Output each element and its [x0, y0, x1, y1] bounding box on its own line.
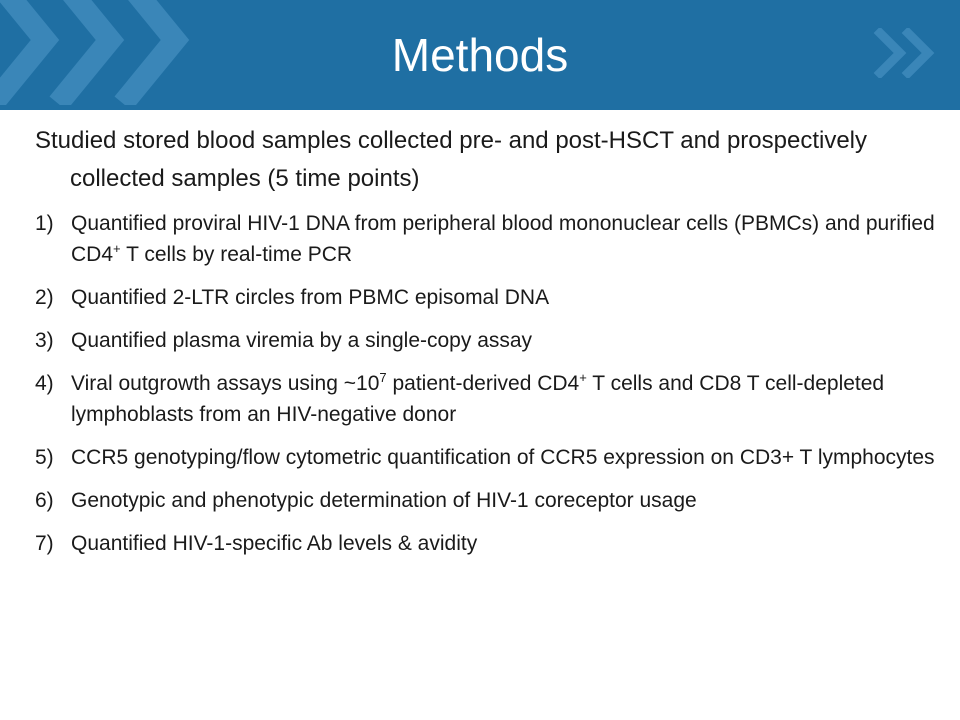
slide-body	[35, 122, 950, 571]
list-item	[35, 442, 950, 473]
title-banner	[0, 0, 960, 110]
item-number: 1)	[35, 212, 54, 235]
item-text-part: patient-derived CD4	[386, 372, 580, 395]
list-item	[35, 325, 950, 356]
item-number: 2)	[35, 286, 54, 309]
intro-paragraph: Studied stored blood samples collected pre- and post-HSCT and prospectively collected samples (5 time points)	[35, 127, 868, 192]
item-number: 4)	[35, 372, 54, 395]
item-text	[71, 368, 950, 430]
item-text-part: T cells and CD8 T cell-depleted lymphoblasts from an HIV-negative donor	[71, 372, 885, 426]
item-number: 7)	[35, 532, 54, 555]
list-item	[35, 485, 950, 516]
item-text: Quantified 2-LTR circles from PBMC episomal DNA	[71, 286, 550, 309]
list-item	[35, 528, 950, 559]
item-text: CCR5 genotyping/flow cytometric quantification of CCR5 expression on CD3+ T lymphocytes	[71, 446, 935, 469]
item-number: 6)	[35, 489, 54, 512]
slide-title: Methods	[391, 29, 569, 81]
item-text-part: Quantified proviral HIV-1 DNA from peripheral blood mononuclear cells (PBMCs) and purified CD4	[71, 212, 935, 266]
superscript: +	[113, 241, 121, 256]
item-number: 3)	[35, 329, 54, 352]
superscript: +	[579, 370, 587, 385]
item-text-part: Viral outgrowth assays using ~10	[71, 372, 380, 395]
item-text: Quantified HIV-1-specific Ab levels & avidity	[71, 532, 478, 555]
item-text-part: T cells by real-time PCR	[120, 243, 353, 266]
superscript: 7	[379, 370, 387, 385]
item-text: Quantified plasma viremia by a single-copy assay	[71, 329, 533, 352]
list-item	[35, 208, 950, 270]
list-item	[35, 368, 950, 430]
list-item	[35, 282, 950, 313]
item-text	[71, 208, 950, 270]
item-number: 5)	[35, 446, 54, 469]
item-text: Genotypic and phenotypic determination of HIV-1 coreceptor usage	[71, 489, 697, 512]
